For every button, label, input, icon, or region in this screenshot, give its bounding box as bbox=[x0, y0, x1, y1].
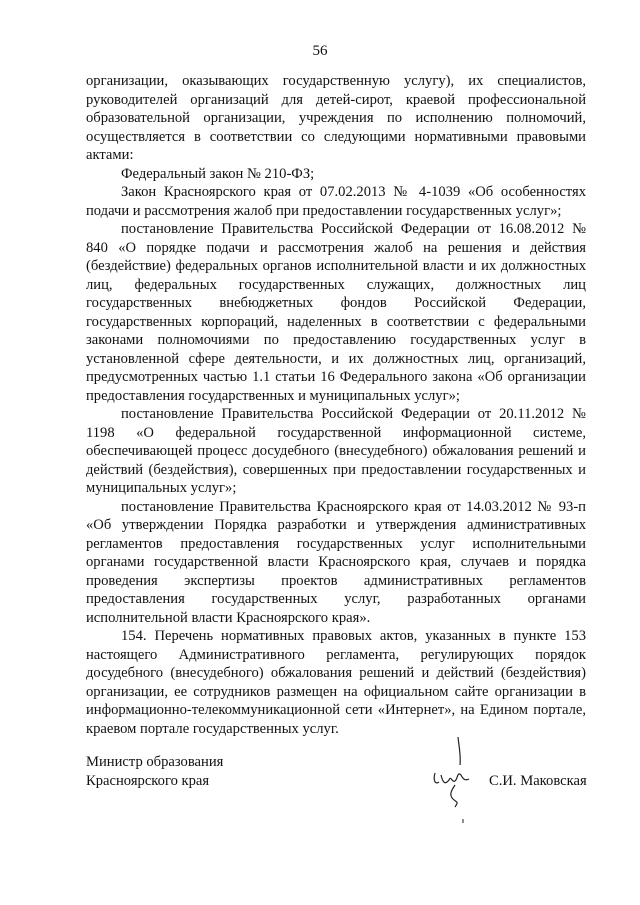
paragraph: Федеральный закон № 210-ФЗ; bbox=[121, 165, 315, 182]
page-number: 56 bbox=[312, 43, 328, 59]
handwritten-signature bbox=[425, 735, 485, 825]
paragraph: постановление Правительства Российской Федерации от 16.08.2012 № 840 «О порядке подачи и рассмотрения жалоб на решения и действия (бездействие) федеральных органов исполнительной власти и их должностных лиц, федеральных государственных служащих, должностных лиц государственных внебюджетных фондов Российской Федерации, государственных корпораций, наделенных в соответствии с федеральными законами полномочиями по предоставлению государственных услуг в установленной сфере деятельности, и их должностных лиц, организаций, предусмотренных частью 1.1 статьи 16 Федерального закона «Об организации предоставления государственных и муниципальных услуг»; bbox=[86, 221, 586, 404]
paragraph: организации, оказывающих государственную услугу), их специалистов, руководителей организаций для детей-сирот, краевой профессиональной образовательной организации, учреждения по исполнению полномочий, осуществляется в соответствии со следующими нормативными правовыми актами: bbox=[86, 73, 586, 163]
paragraph: 154. Перечень нормативных правовых актов, указанных в пункте 153 настоящего Административного регламента, регулирующих порядок досудебного (внесудебного) обжалования решений и действий (бездействия) организации, ее сотрудников размещен на официальном сайте организации в информационно-телекоммуникационной сети «Интернет», на Едином портале, краевом портале государственных услуг. bbox=[86, 628, 586, 737]
signatory-title-line-1: Министр образования bbox=[86, 754, 224, 770]
signatory-title bbox=[86, 753, 223, 790]
signatory-name: С.И. Маковская bbox=[489, 773, 587, 789]
paragraph: Закон Красноярского края от 07.02.2013 № 4-1039 «Об особенностях подачи и рассмотрения жалоб при предоставлении государственных услуг»; bbox=[86, 184, 586, 219]
signatory-title-line-2: Красноярского края bbox=[86, 772, 210, 789]
paragraph: постановление Правительства Российской Федерации от 20.11.2012 № 1198 «О федеральной государственной информационной системе, обеспечивающей процесс досудебного (внесудебного) обжалования решений и действий (бездействия), совершенных при предоставлении государственных и муниципальных услуг»; bbox=[86, 406, 586, 496]
body-text bbox=[86, 72, 586, 738]
paragraph: постановление Правительства Красноярского края от 14.03.2012 № 93-п «Об утверждении Порядка разработки и утверждения административных регламентов предоставления государственных услуг исполнительными органами государственной власти Красноярского края, случаев и порядка проведения экспертизы проектов административных регламентов предоставления государственных услуг, разработанных органами исполнительной власти Красноярского края». bbox=[86, 498, 586, 626]
